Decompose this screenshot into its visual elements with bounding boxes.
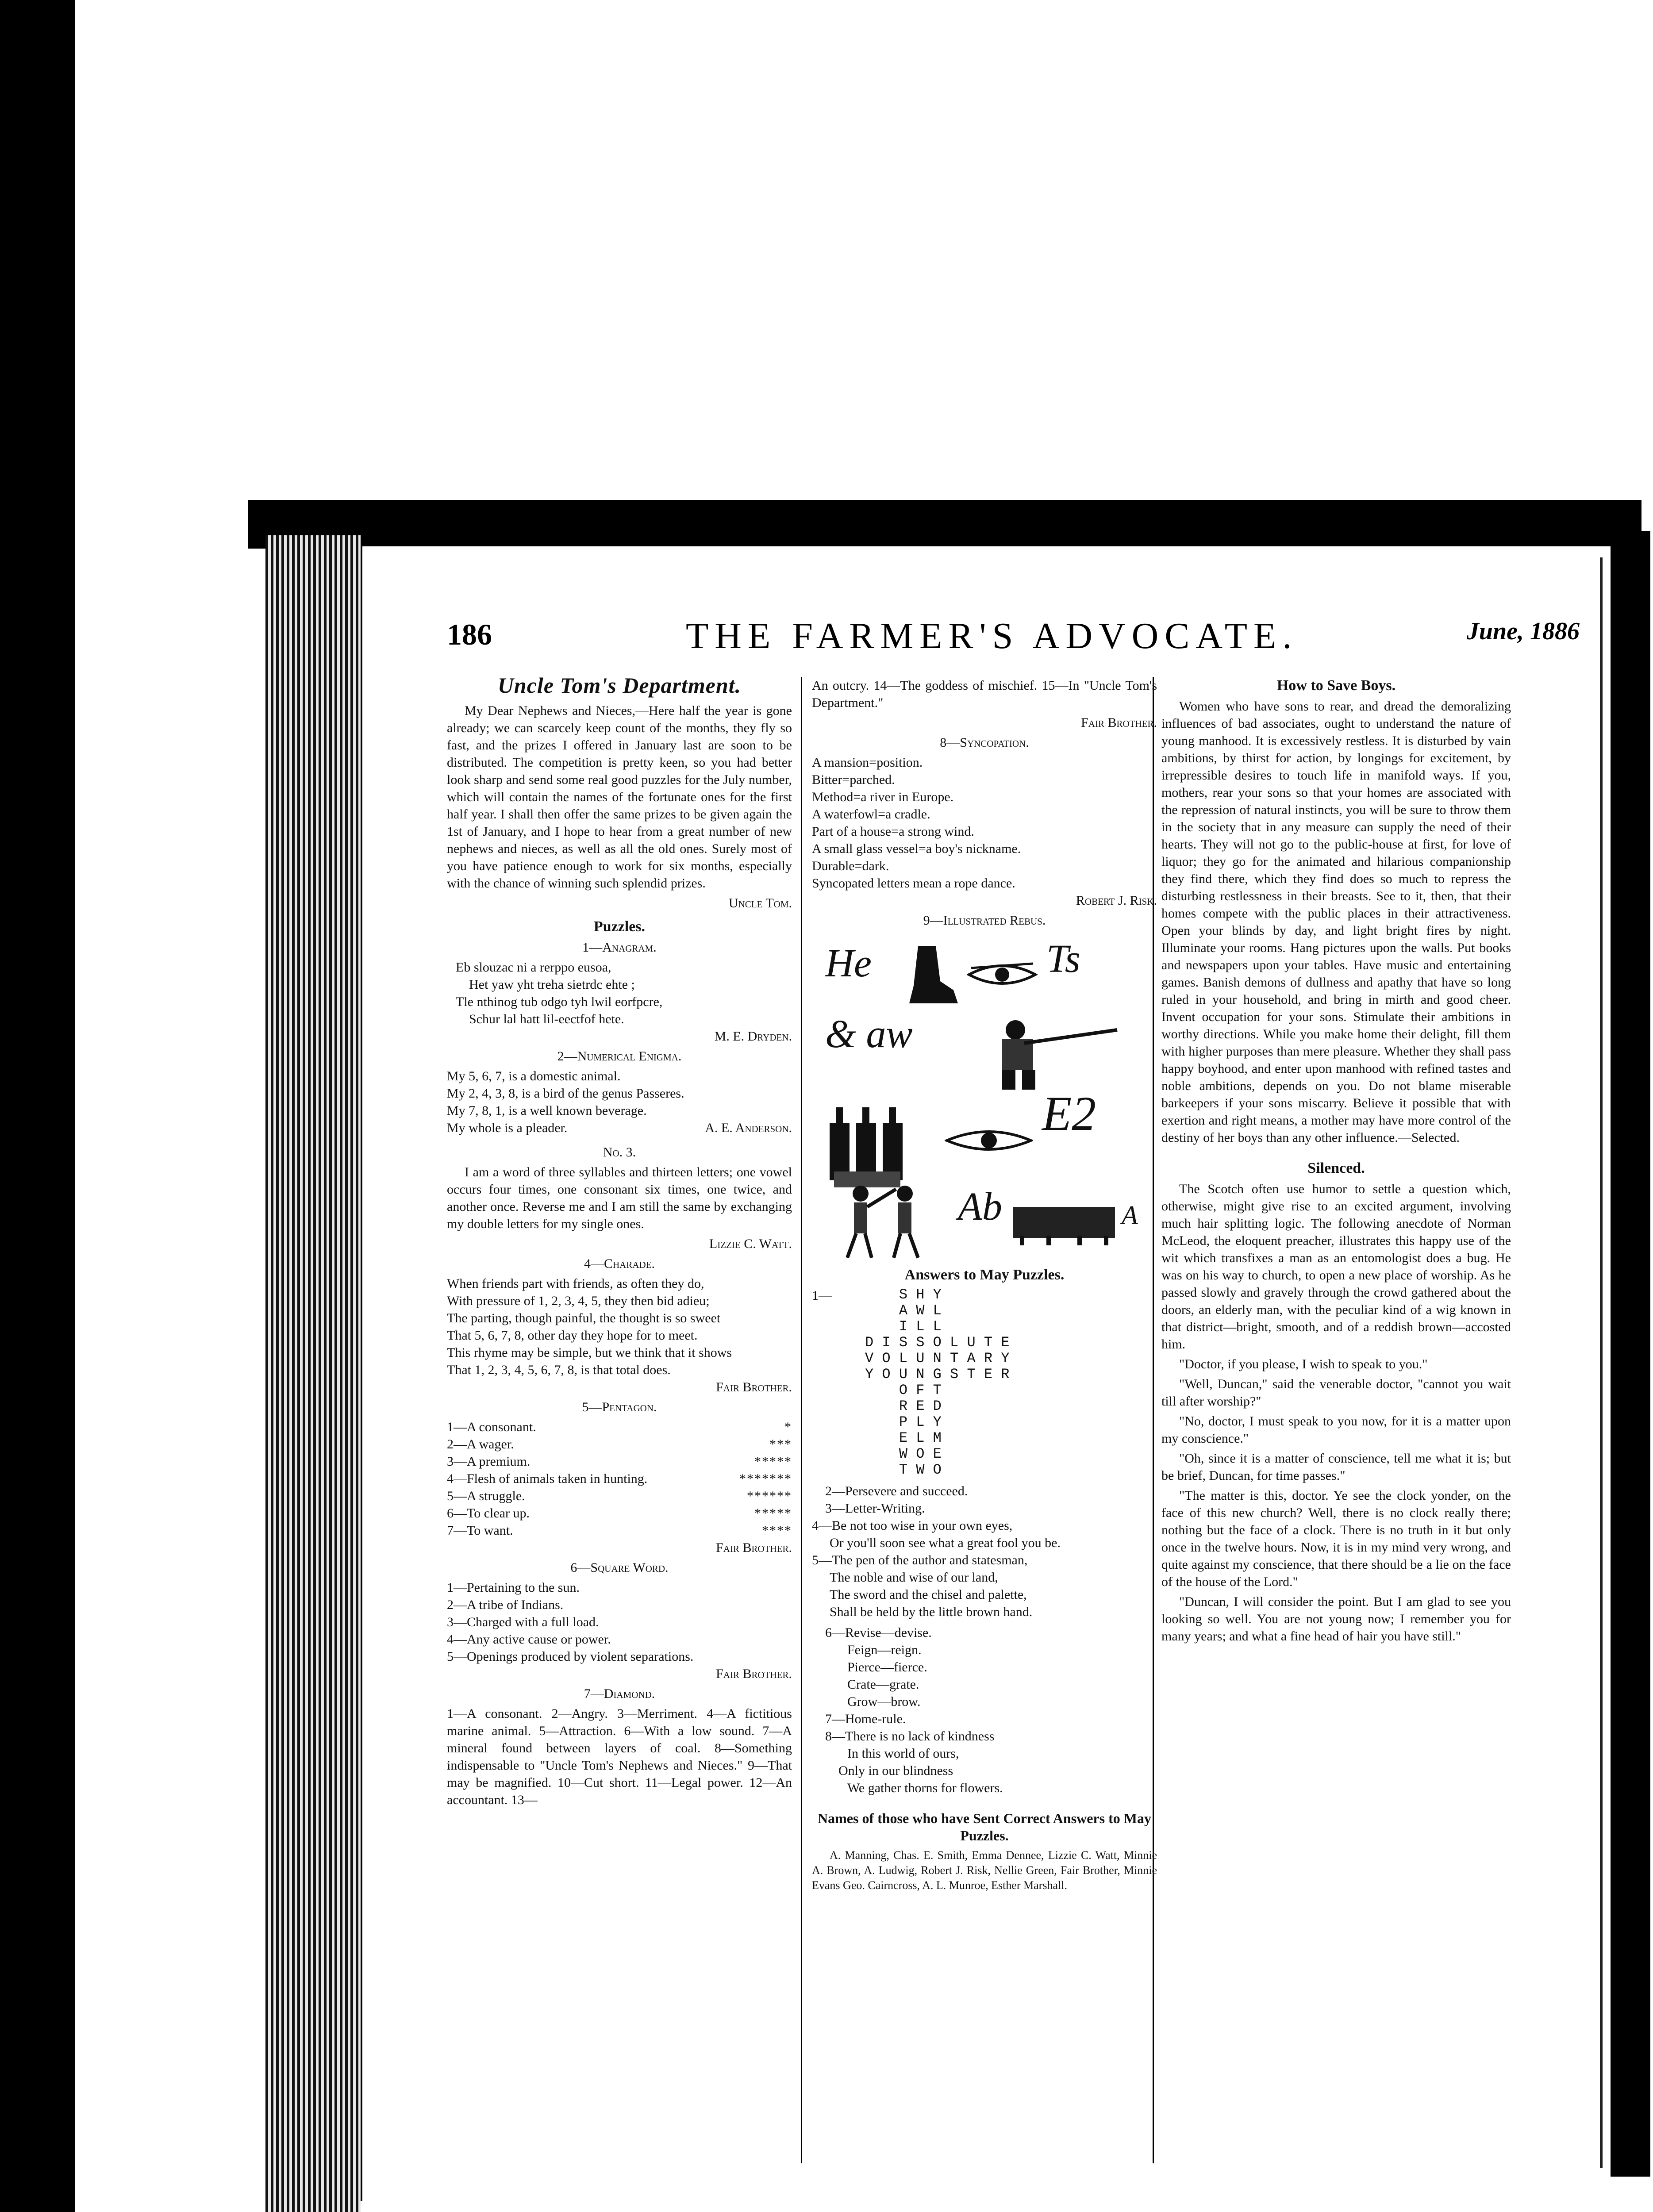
pentagon-clue: 1—A consonant. <box>447 1420 536 1434</box>
answer-line: 3—Letter-Writing. <box>825 1501 925 1516</box>
syncopation-clue: A mansion=position. <box>812 755 923 770</box>
grid-row: O F T <box>865 1382 942 1398</box>
answer-line: Crate—grate. <box>847 1677 919 1692</box>
anagram-line: Schur lal hatt lil-eectfof hete. <box>469 1012 624 1026</box>
rebus-text: & aw <box>825 1012 913 1056</box>
grid-row: V O L U N T A R Y <box>865 1350 1010 1367</box>
eye-icon <box>967 959 1038 990</box>
silenced-paragraph: "Oh, since it is a matter of conscience, tell me what it is; but be brief, Duncan, for time passes." <box>1161 1451 1511 1483</box>
answer-line: The noble and wise of our land, <box>830 1570 998 1585</box>
pentagon-item <box>447 1418 792 1436</box>
square-word-clue: 2—A tribe of Indians. <box>447 1598 564 1612</box>
enigma-whole: My whole is a pleader. <box>447 1121 568 1135</box>
rebus-text: Ab <box>958 1185 1002 1229</box>
square-word-clue: 5—Openings produced by violent separations. <box>447 1649 694 1664</box>
silenced-paragraph: "Duncan, I will consider the point. But I am glad to see you looking so well. You are not young now; I remember you for many years; and what a fine head of hair you have still." <box>1161 1594 1511 1644</box>
pentagon-item <box>447 1522 792 1539</box>
syncopation-clue: A small glass vessel=a boy's nickname. <box>812 841 1021 856</box>
answer-line: 6—Revise—devise. <box>825 1625 932 1640</box>
pentagon-stars: ******* <box>739 1471 792 1486</box>
square-word-clue: 4—Any active cause or power. <box>447 1632 611 1647</box>
page-header <box>447 617 1580 657</box>
anagram-line: Tle nthinog tub odgo tyh lwil eorfpcre, <box>456 995 663 1009</box>
answer-line: Or you'll soon see what a great fool you be. <box>830 1536 1061 1550</box>
puzzle-7-signature: Fair Brother. <box>1081 715 1157 730</box>
bottles-icon <box>825 1105 923 1189</box>
puzzle-1-signature: M. E. Dryden. <box>714 1029 792 1044</box>
enigma-line <box>447 1119 792 1137</box>
save-boys-heading: How to Save Boys. <box>1276 677 1396 694</box>
answer-line: Pierce—fierce. <box>847 1660 927 1674</box>
answer-line: 4—Be not too wise in your own eyes, <box>812 1518 1013 1533</box>
puzzle-6-signature: Fair Brother. <box>716 1667 792 1681</box>
answer-line: Shall be held by the little brown hand. <box>830 1605 1033 1619</box>
scan-shadow-top <box>248 500 1641 549</box>
enigma-line: My 7, 8, 1, is a well known beverage. <box>447 1103 647 1118</box>
puzzles-heading: Puzzles. <box>593 918 646 935</box>
puzzle-5-title: 5—Pentagon. <box>582 1400 657 1414</box>
square-word-clue: 1—Pertaining to the sun. <box>447 1580 580 1595</box>
syncopation-clue: Bitter=parched. <box>812 772 895 787</box>
answer-line: Only in our blindness <box>838 1763 953 1778</box>
page-number: 186 <box>447 618 492 651</box>
rebus-text: Ts <box>1046 937 1080 981</box>
silenced-paragraph: "No, doctor, I must speak to you now, for it is a matter upon my conscience." <box>1161 1414 1511 1446</box>
pentagon-stars: **** <box>762 1523 792 1538</box>
masthead-title: THE FARMER'S ADVOCATE. <box>686 615 1298 657</box>
grid-row: P L Y <box>865 1414 942 1430</box>
silenced-paragraph: The Scotch often use humor to settle a question which, otherwise, might give rise to an excited argument, involving much hair splitting logic. The following anecdote of Norman McLeod, the eloquent preacher, illustrates this happy use of the wit which transfixes a man as an entomologist does a bug. He was on his way to church, to open a new place of worship. As he passed slowly and gravely through the crowd gathered about the doors, an elderly man, with the peculiar kind of a wig known in that district—bright, smooth, and of a reddish brown—accosted him. <box>1161 1182 1511 1352</box>
pentagon-clue: 6—To clear up. <box>447 1506 530 1521</box>
pentagon-item <box>447 1436 792 1453</box>
charade-line: With pressure of 1, 2, 3, 4, 5, they then bid adieu; <box>447 1294 710 1308</box>
puzzle-6-title: 6—Square Word. <box>570 1560 669 1575</box>
anagram-line: Eb slouzac ni a rerppo eusoa, <box>456 960 611 975</box>
pentagon-stars: ****** <box>747 1489 792 1503</box>
puzzle-1-title: 1—Anagram. <box>582 940 657 955</box>
column-2 <box>812 677 1157 1896</box>
pentagon-clue: 2—A wager. <box>447 1437 514 1452</box>
pentagon-clue: 4—Flesh of animals taken in hunting. <box>447 1471 648 1486</box>
rebus-text: A <box>1122 1201 1138 1230</box>
department-title: Uncle Tom's Department. <box>497 673 742 698</box>
cattle-herd-icon <box>1011 1198 1117 1247</box>
issue-date: June, 1886 <box>1466 618 1580 645</box>
puzzle-4-signature: Fair Brother. <box>716 1380 792 1394</box>
charade-line: That 5, 6, 7, 8, other day they hope for to meet. <box>447 1328 698 1343</box>
pentagon-item <box>447 1505 792 1522</box>
scan-shadow-right <box>1611 531 1650 2177</box>
charade-line: The parting, though painful, the thought is so sweet <box>447 1311 721 1325</box>
answer-line: The sword and the chisel and palette, <box>830 1587 1027 1602</box>
grid-row: W O E <box>865 1446 942 1462</box>
puzzle-2-title: 2—Numerical Enigma. <box>557 1049 682 1064</box>
pentagon-stars: *** <box>769 1437 792 1452</box>
syncopation-clue: Durable=dark. <box>812 859 889 873</box>
puzzle-3-text: I am a word of three syllables and thirteen letters; one vowel occurs four times, one consonant six times, one twice, and another once. Reverse me and I am still the same by exchanging my double letters for my single ones. <box>447 1165 792 1231</box>
puzzle-3-title: No. 3. <box>603 1145 636 1160</box>
enigma-line: My 5, 6, 7, is a domestic animal. <box>447 1069 621 1083</box>
puzzle-8-title: 8—Syncopation. <box>940 735 1029 750</box>
answer-line: 8—There is no lack of kindness <box>825 1729 995 1743</box>
answer-line: Grow—brow. <box>847 1694 921 1709</box>
hoof-icon <box>900 941 967 1008</box>
puzzle-5-signature: Fair Brother. <box>716 1540 792 1555</box>
answer-line: 5—The pen of the author and statesman, <box>812 1553 1028 1567</box>
pentagon-item <box>447 1470 792 1487</box>
grid-row: E L M <box>865 1430 942 1446</box>
uncle-tom-letter: My Dear Nephews and Nieces,—Here half the year is gone already; we can scarcely keep count of the months, they fly so fast, and the prizes I offered in January last are soon to be distributed. The competition is pretty keen, so you had better look sharp and send some real good puzzles for the July number, which will contain the names of the fortunate ones for the first half year. I shall then offer the same prizes to be given again the 1st of January, and I hope to hear from a great number of new nephews and nieces, as well as all the old ones. Surely most of you have patience enough to work for six months, especially with the chance of winning such splendid prizes. <box>447 703 792 891</box>
rebus-text: He <box>825 941 872 985</box>
pentagon-stars: * <box>784 1420 792 1434</box>
names-list: A. Manning, Chas. E. Smith, Emma Dennee, Lizzie C. Watt, Minnie A. Brown, A. Ludwig, Robert J. Risk, Nellie Green, Fair Brother, Minnie Evans Geo. Cairncross, A. L. Munroe, Esther Marshall. <box>812 1849 1157 1892</box>
pentagon-clue: 5—A struggle. <box>447 1489 525 1503</box>
hunter-with-rifle-icon <box>962 1012 1122 1092</box>
silenced-paragraph: "Doctor, if you please, I wish to speak to you." <box>1179 1357 1428 1371</box>
grid-row: R E D <box>865 1398 942 1414</box>
column-3 <box>1161 677 1511 1647</box>
names-heading: Names of those who have Sent Correct Answers to May Puzzles. <box>818 1810 1151 1843</box>
silenced-paragraph: "Well, Duncan," said the venerable doctor, "cannot you wait till after worship?" <box>1161 1377 1511 1409</box>
eye-icon <box>945 1123 1033 1158</box>
anagram-line: Het yaw yht treha sietrdc ehte ; <box>469 977 635 992</box>
letter-signature: Uncle Tom. <box>728 896 792 910</box>
puzzle-2-signature: A. E. Anderson. <box>705 1121 792 1135</box>
pentagon-list <box>447 1418 792 1539</box>
square-word-clue: 3—Charged with a full load. <box>447 1615 599 1629</box>
book-page-edges <box>265 535 361 2212</box>
syncopation-clue: Method=a river in Europe. <box>812 790 954 804</box>
charade-line: That 1, 2, 3, 4, 5, 6, 7, 8, is that total does. <box>447 1363 671 1377</box>
puzzle-8-signature: Robert J. Risk. <box>1076 893 1157 908</box>
grid-row: I L L <box>865 1318 942 1335</box>
pentagon-stars: ***** <box>754 1506 792 1521</box>
save-boys-article: Women who have sons to rear, and dread the demoralizing influences of bad associates, ought to understand the nature of young manhood. It is excessively restless. It is disturbed by vain ambitions, by thirst for action, by longings for excitement, by irrepressible desires to touch life in manifold ways. If you, mothers, rear your sons so that your homes are associated with the repression of natural instincts, you will be sure to throw them in the society that in any measure can supply the need of their hearts. They will not go to the public-house at first, for love of liquor; they go for the animated and hilarious companionship they find there, which they find does so much to repress the disturbing restlessness in their breasts. See to it, then, that their homes compete with the public places in their attractiveness. Open your blinds by day, and light bright fires by night. Illuminate your rooms. Hang pictures upon the walls. Put books and newspapers upon your tables. Have music and entertaining games. Banish demons of dullness and apathy that have so long ruled in your household, and bring in mirth and good cheer. Invent occupation for your sons. Stimulate their ambitions in worthy directions. While you make home their delight, fill them with higher purposes than mere pleasure. Whether they shall pass happy boyhood, and enter upon manhood with refined tastes and noble ambitions, depends on you. Do not blame miserable barkeepers if your sons miscarry. Believe it possible that with exertion and right means, a mother may have more control of the destiny of her boys than any other influence.—Selected. <box>1161 699 1511 1145</box>
enigma-line: My 2, 4, 3, 8, is a bird of the genus Passeres. <box>447 1086 684 1101</box>
puzzle-4-title: 4—Charade. <box>584 1256 655 1271</box>
diamond-clues: 1—A consonant. 2—Angry. 3—Merriment. 4—A fictitious marine animal. 5—Attraction. 6—With a low sound. 7—A mineral found between layers of coal. 8—Something indispensable to "Uncle Tom's Nephews and Nieces." 9—That may be magnified. 10—Cut short. 11—Legal power. 12—An accountant. 13— <box>447 1706 792 1807</box>
pentagon-clue: 3—A premium. <box>447 1454 530 1469</box>
answer-1-label: 1— <box>812 1288 832 1303</box>
answer-line: In this world of ours, <box>847 1746 959 1761</box>
answer-line: Feign—reign. <box>847 1643 922 1657</box>
pentagon-item <box>447 1487 792 1505</box>
syncopation-clue: A waterfowl=a cradle. <box>812 807 930 822</box>
pentagon-item <box>447 1453 792 1470</box>
puzzle-3-signature: Lizzie C. Watt. <box>709 1237 792 1251</box>
syncopation-clue: Syncopated letters mean a rope dance. <box>812 876 1015 891</box>
silenced-paragraph: "The matter is this, doctor. Ye see the clock yonder, on the face of this new church? Well, there is no clock really there; nothing but the face of a clock. There is no truth in it but only once in the twelve hours. Now, it is in my mind very wrong, and quite against my conscience, that there should be a lie on the face of the house of the Lord." <box>1161 1488 1511 1589</box>
column-1 <box>447 673 792 1811</box>
silenced-heading: Silenced. <box>1307 1160 1365 1176</box>
page-edge-line <box>1600 557 1603 2168</box>
pentagon-stars: ***** <box>754 1454 792 1469</box>
grid-row: T W O <box>865 1462 942 1478</box>
grid-row: D I S S O L U T E <box>865 1334 1010 1351</box>
syncopation-clue: Part of a house=a strong wind. <box>812 824 974 839</box>
illustrated-rebus <box>812 933 1157 1260</box>
answer-line: 7—Home-rule. <box>825 1712 906 1726</box>
answer-1-grid <box>865 1287 1157 1478</box>
answer-line: We gather thorns for flowers. <box>847 1781 1003 1795</box>
boxers-icon <box>830 1180 945 1260</box>
charade-line: This rhyme may be simple, but we think that it shows <box>447 1345 732 1360</box>
grid-row: Y O U N G S T E R <box>865 1366 1010 1382</box>
diamond-clues-continued: An outcry. 14—The goddess of mischief. 15—In "Uncle Tom's Department." <box>812 678 1157 710</box>
grid-row: A W L <box>865 1302 942 1319</box>
grid-row: S H Y <box>865 1286 942 1303</box>
charade-line: When friends part with friends, as often they do, <box>447 1276 704 1291</box>
answers-heading: Answers to May Puzzles. <box>904 1267 1065 1283</box>
puzzle-9-title: 9—Illustrated Rebus. <box>923 913 1046 928</box>
answer-line: 2—Persevere and succeed. <box>825 1484 968 1498</box>
puzzle-7-title: 7—Diamond. <box>584 1686 655 1701</box>
pentagon-clue: 7—To want. <box>447 1523 513 1538</box>
rebus-text: E2 <box>1042 1087 1096 1141</box>
column-rule-1 <box>801 677 802 2163</box>
